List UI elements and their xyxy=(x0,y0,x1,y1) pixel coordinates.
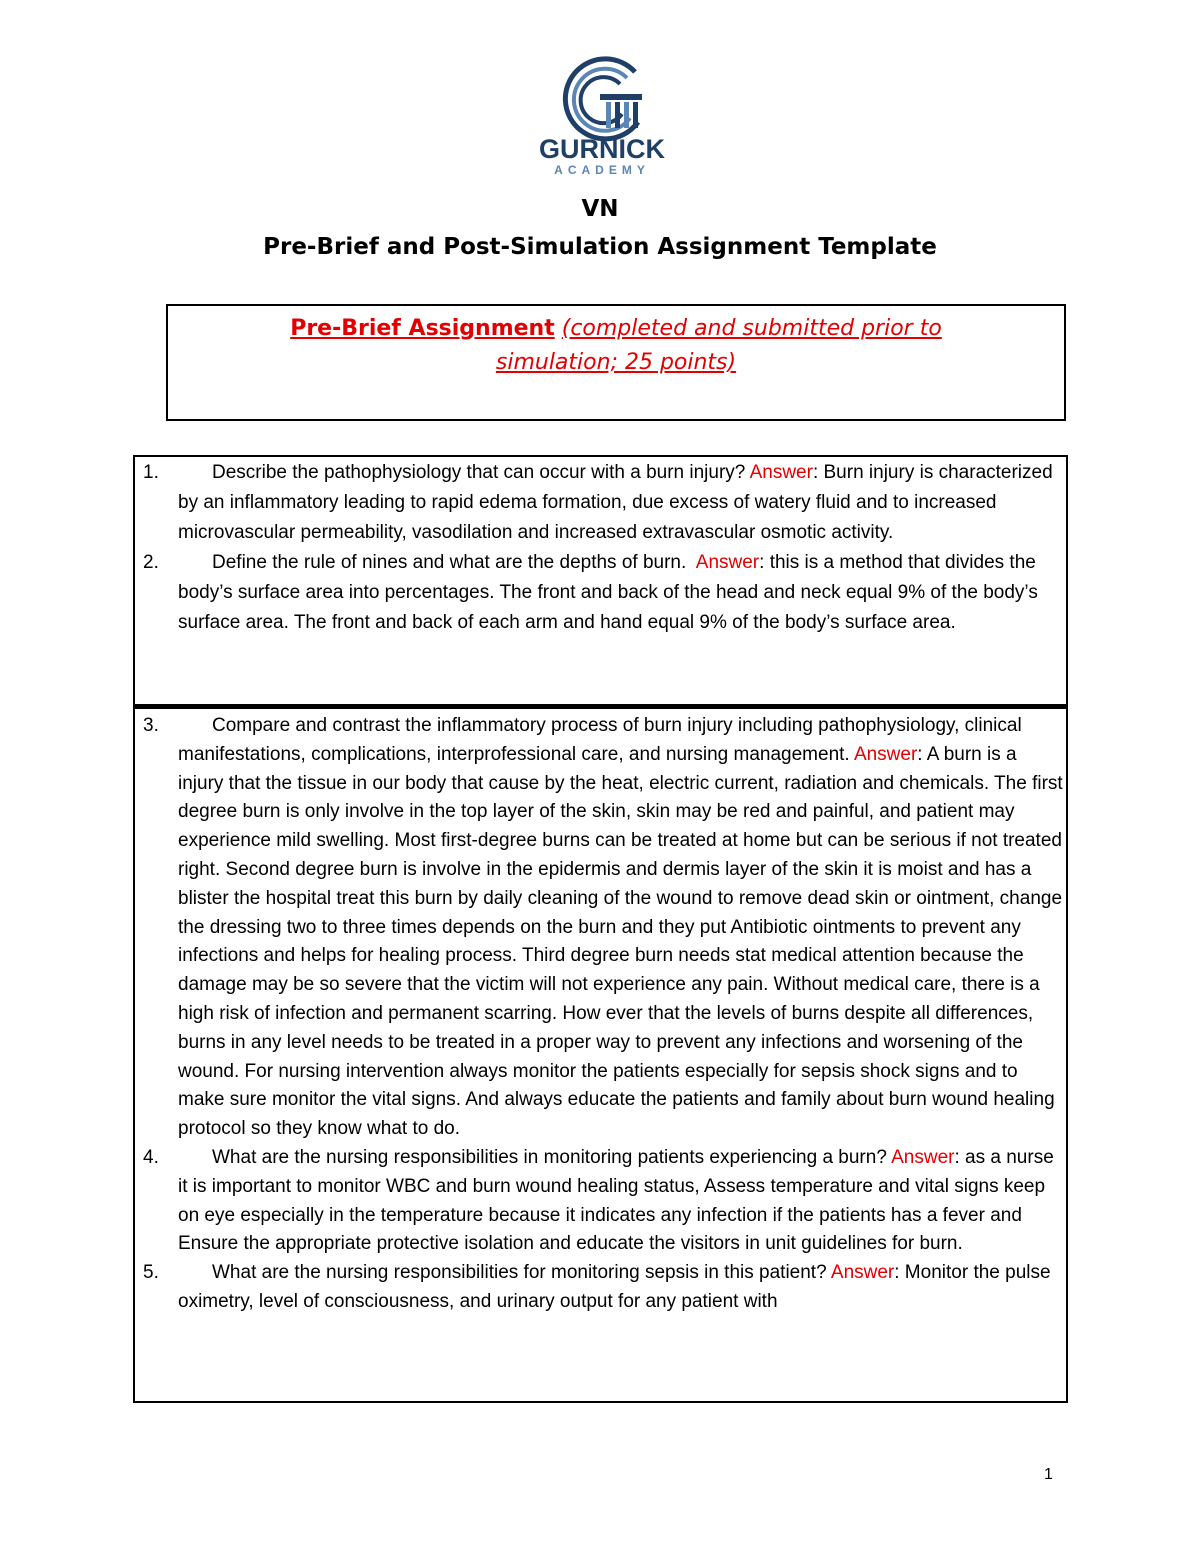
answer-text: : as a nurse it is important to monitor WBC and burn wound healing status, Assess temperature and vital signs keep on eye especially in the temperature because it indicates any infection if the patients has a fever and Ensure the appropriate protective isolation and educate the visitors in unit guidelines for burn. xyxy=(178,1146,1054,1255)
question-text: Compare and contrast the inflammatory process of burn injury including pathophysiology, clinical manifestations, complications, interprofessional care, and nursing management. xyxy=(178,715,1022,765)
logo-mark xyxy=(510,50,695,180)
prebrief-title: Pre-Brief Assignment xyxy=(290,316,555,341)
answer-label: Answer xyxy=(853,743,918,765)
answer-text: : Monitor the pulse oximetry, level of consciousness, and urinary output for any patient with xyxy=(178,1262,1051,1312)
question-text: What are the nursing responsibilities for monitoring sepsis in this patient? xyxy=(212,1262,827,1284)
answer-label: Answer xyxy=(830,1262,895,1284)
answer-label: Answer xyxy=(891,1146,955,1168)
question-text: Describe the pathophysiology that can occur with a burn injury? xyxy=(212,462,746,483)
document-title: Pre-Brief and Post-Simulation Assignment Template xyxy=(263,234,937,260)
answer-text: : this is a method that divides the body’s surface area into percentages. The front and back of the head and neck equal 9% of the body’s surface area. The front and back of each arm and hand equal 9% of the body’s surface area. xyxy=(178,552,1038,633)
question-number: 4. xyxy=(143,1146,159,1168)
question-item xyxy=(135,458,1066,548)
questions-box-2 xyxy=(133,706,1068,1403)
question-item xyxy=(135,1259,1066,1317)
question-number: 2. xyxy=(143,552,159,573)
page-number: 1 xyxy=(1044,1466,1053,1483)
prebrief-note-cont: simulation; 25 points) xyxy=(495,350,737,375)
question-number: 3. xyxy=(143,715,159,736)
answer-text: : A burn is a injury that the tissue in our body that cause by the heat, electric current, radiation and chemicals. The first degree burn is only involve in the top layer of the skin, skin may be red and painful, and patient may experience mild swelling. Most first-degree burns can be treated at home but can be serious if not treated right. Second degree burn is involve in the epidermis and dermis layer of the skin it is moist and has a blister the hospital treat this burn by daily cleaning of the wound to remove dead skin or ointment, change the dressing two to three times depends on the burn and they put Antibiotic ointments to prevent any infections and helps for healing process. Third degree burn needs stat medical attention because the damage may be so severe that the victim will not experience any pain. Without medical care, there is a high risk of infection and permanent scarring. How ever that the levels of burns despite all differences, burns in any level needs to be treated in a proper way to prevent any infections and worsening of the wound. For nursing intervention always monitor the patients especially for sepsis shock signs and to make sure monitor the vital signs. And always educate the patients and family about burn wound healing protocol so they know what to do. xyxy=(178,743,1063,1140)
gurnick-academy-logo xyxy=(510,50,695,180)
prebrief-box xyxy=(166,304,1066,421)
document-program: VN xyxy=(581,196,619,222)
question-number: 5. xyxy=(143,1262,159,1284)
questions-box-1 xyxy=(133,455,1068,706)
question-item xyxy=(135,548,1066,638)
answer-label: Answer xyxy=(695,552,760,573)
question-text: What are the nursing responsibilities in monitoring patients experiencing a burn? xyxy=(212,1146,887,1168)
question-number: 1. xyxy=(143,462,159,483)
svg-text:GURNICK: GURNICK xyxy=(539,134,665,164)
question-text: Define the rule of nines and what are the depths of burn. xyxy=(212,552,687,573)
answer-text: : Burn injury is characterized by an inflammatory leading to rapid edema formation, due excess of watery fluid and to increased microvascular permeability, vasodilation and increased extravascular osmotic activity. xyxy=(178,462,1053,543)
svg-text:ACADEMY: ACADEMY xyxy=(554,163,650,177)
prebrief-note: (completed and submitted prior to xyxy=(561,316,942,341)
question-item xyxy=(135,712,1066,1144)
question-item xyxy=(135,1144,1066,1259)
answer-label: Answer xyxy=(749,462,813,483)
